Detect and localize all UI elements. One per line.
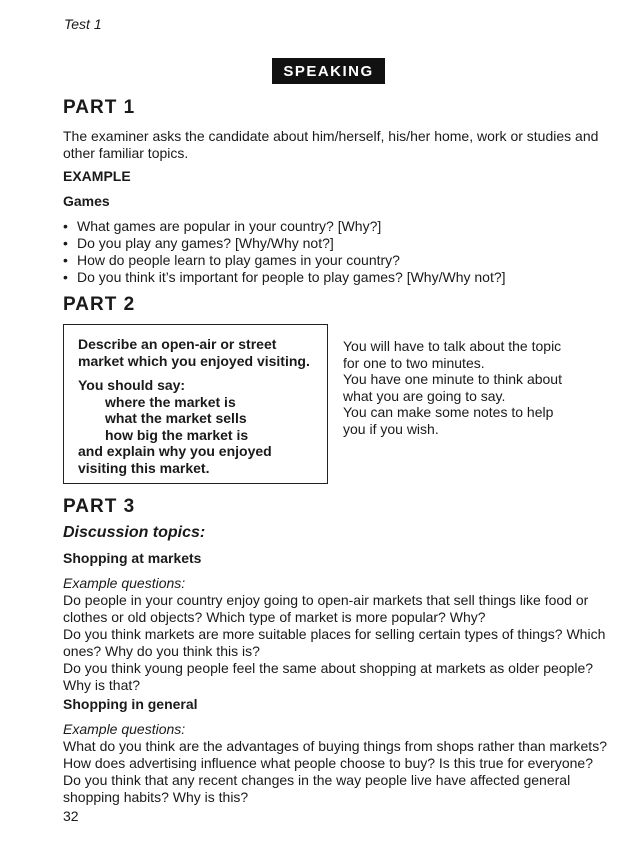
question-line: Do you think that any recent changes in the way people live have affected general: [63, 772, 571, 788]
example-questions-label: Example questions:: [63, 721, 186, 737]
cue-card-point: how big the market is: [105, 426, 249, 443]
instruction-line: you if you wish.: [343, 420, 439, 437]
cue-card-task-line: Describe an open-air or street: [78, 336, 277, 352]
question-line: shopping habits? Why is this?: [63, 789, 249, 805]
question-line: How does advertising influence what people choose to buy? Is this true for everyone?: [63, 755, 593, 771]
part1-topic: Games: [63, 193, 110, 209]
list-item: • Do you think it’s important for people to play games? [Why/Why not?]: [63, 269, 506, 286]
cue-card-explain-line: and explain why you enjoyed: [78, 443, 272, 459]
part1-example-label: EXAMPLE: [63, 168, 131, 184]
cue-card-explain-line: visiting this market.: [78, 459, 210, 476]
discussion-label: Discussion topics:: [63, 524, 206, 541]
part1-heading: PART 1: [63, 97, 136, 118]
list-item: • Do you play any games? [Why/Why not?]: [63, 235, 506, 252]
running-head: Test 1: [64, 16, 102, 32]
cue-card-task-line: market which you enjoyed visiting.: [78, 352, 310, 369]
instruction-line: for one to two minutes.: [343, 354, 485, 371]
list-item: • How do people learn to play games in your country?: [63, 252, 506, 269]
instruction-line: You will have to talk about the topic: [343, 338, 562, 354]
part3-heading: PART 3: [63, 496, 136, 517]
topic-questions: [63, 575, 623, 694]
topic-title: Shopping at markets: [63, 550, 202, 566]
instruction-line: You have one minute to think about: [343, 371, 562, 387]
question-line: Do you think markets are more suitable places for selling certain types of things? Which: [63, 626, 606, 642]
section-banner: SPEAKING: [272, 58, 385, 84]
topic-title: Shopping in general: [63, 696, 198, 712]
question-line: clothes or old objects? Which type of market is more popular? Why?: [63, 609, 486, 625]
part1-intro: The examiner asks the candidate about him/herself, his/her home, work or studies and other familiar topics.: [63, 128, 599, 161]
page-number: 32: [63, 808, 79, 824]
topic-questions: [63, 721, 623, 806]
question-line: What do you think are the advantages of buying things from shops rather than markets?: [63, 738, 607, 754]
cue-card-point: where the market is: [105, 393, 236, 410]
list-item: • What games are popular in your country? [Why?]: [63, 218, 506, 235]
question-line: Do you think young people feel the same about shopping at markets as older people?: [63, 660, 594, 676]
instruction-line: You can make some notes to help: [343, 404, 554, 420]
question-line: Do people in your country enjoy going to open-air markets that sell things like food or: [63, 592, 589, 608]
question-line: ones? Why do you think this is?: [63, 643, 260, 659]
cue-card-point: what the market sells: [105, 410, 247, 426]
example-questions-label: Example questions:: [63, 575, 186, 591]
cue-card: [63, 324, 328, 484]
part2-heading: PART 2: [63, 294, 136, 315]
cue-card-should-say: You should say:: [78, 377, 186, 393]
question-line: Why is that?: [63, 677, 141, 693]
instruction-line: what you are going to say.: [343, 387, 506, 404]
part1-question-list: [63, 218, 506, 286]
part2-instructions: [343, 338, 603, 437]
